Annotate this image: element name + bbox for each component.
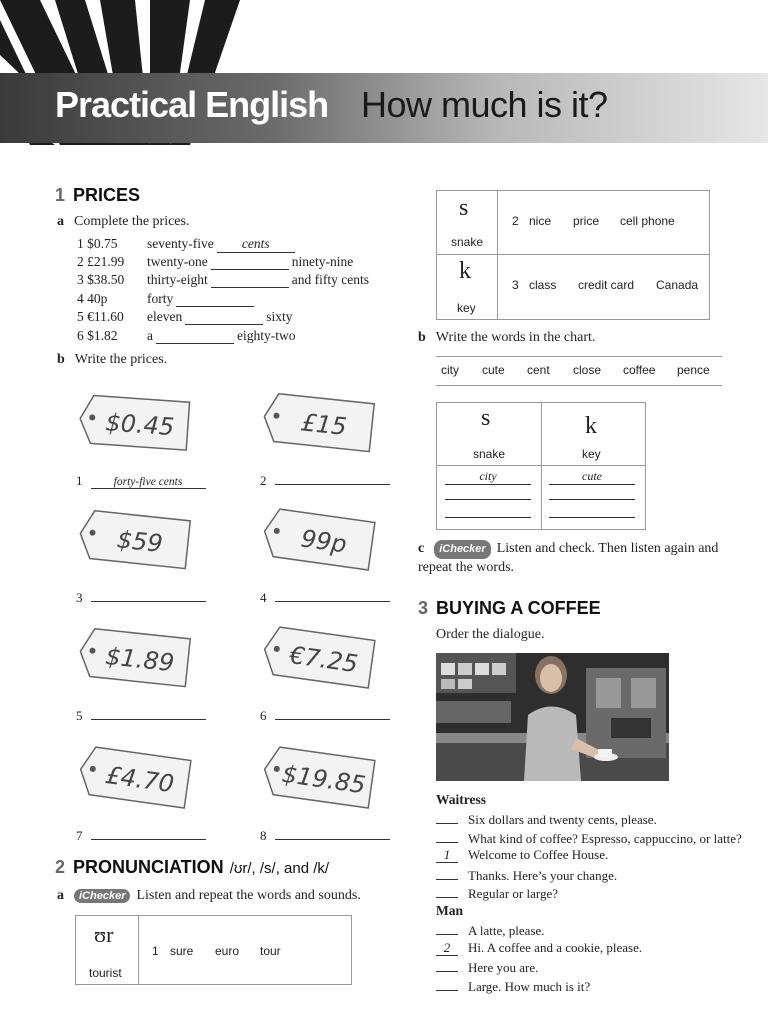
answer-blank[interactable] (275, 839, 390, 840)
price-words (147, 291, 257, 307)
price-tag (78, 740, 208, 800)
answer-blank[interactable] (156, 331, 234, 344)
key-icon: k (585, 413, 597, 439)
word: credit card (578, 278, 635, 292)
item-number: 8 (260, 828, 267, 843)
price-number: 5 €11.60 (77, 309, 124, 324)
order-blank[interactable] (436, 921, 458, 935)
price-tag-text: £15 (299, 408, 349, 441)
chart-blank[interactable] (445, 517, 531, 518)
price-words-start: forty (147, 291, 174, 306)
item-number: 4 (260, 590, 267, 605)
answer-blank[interactable] (275, 484, 390, 485)
price-tag-answer-row (76, 473, 206, 489)
word: Canada (656, 278, 699, 292)
row-number: 1 (152, 944, 159, 958)
price-number: 4 40p (77, 291, 108, 306)
dialogue-line (436, 829, 742, 846)
order-blank[interactable] (436, 977, 458, 991)
page-title: Practical English (55, 84, 329, 125)
word: tour (260, 944, 281, 958)
price-tag-graphic (262, 385, 392, 465)
price-tag (78, 620, 208, 680)
section-1b-instruction: b Write the prices. (57, 352, 168, 367)
dialogue-line (436, 958, 538, 975)
word: nice (529, 214, 552, 228)
price-words (147, 254, 353, 270)
answer-blank[interactable]: forty-five cents (91, 476, 206, 489)
price-tag (262, 620, 392, 680)
price-number: 6 $1.82 (77, 328, 118, 343)
answer-blank[interactable] (176, 294, 254, 307)
price-tag-answer-row (76, 828, 206, 844)
order-blank[interactable]: 1 (436, 849, 458, 863)
item-number: 3 (76, 590, 83, 605)
price-tag-answer-row (76, 708, 206, 724)
price-words-end: ninety-nine (291, 254, 354, 269)
section-2c-instruction: c iChecker Listen and check. Then listen again and repeat the words. (418, 541, 719, 575)
word: pence (677, 363, 710, 377)
price-words (147, 309, 293, 325)
price-tag-answer-row (76, 590, 206, 606)
chart-answer[interactable]: cute (549, 469, 635, 485)
word: cute (482, 363, 505, 377)
speaker-waitress: Waitress (436, 792, 486, 807)
order-blank[interactable] (436, 829, 458, 843)
answer-blank[interactable]: cents (217, 236, 295, 253)
chart-blank[interactable] (549, 499, 635, 500)
price-number: 2 £21.99 (77, 254, 125, 269)
item-number: 6 (260, 708, 267, 723)
price-words-start: eleven (147, 309, 183, 324)
tourist-sound-icon: ʊr (94, 922, 114, 947)
chart-blank[interactable] (549, 517, 635, 518)
dialogue-text: What kind of coffee? Espresso, cappuccino, or latte? (468, 830, 742, 846)
price-tag-answer-row (260, 473, 390, 489)
sound-chart (436, 402, 646, 530)
speaker-man: Man (436, 903, 463, 918)
price-tag-graphic (78, 385, 208, 465)
row-number: 2 (512, 214, 519, 228)
price-tag-graphic (78, 740, 208, 820)
order-blank[interactable] (436, 866, 458, 880)
section-2b-instruction: b Write the words in the chart. (418, 330, 596, 345)
word: cent (527, 363, 550, 377)
answer-blank[interactable] (211, 257, 289, 270)
section-2-heading: 2 PRONUNCIATION /ʊr/, /s/, and /k/ (55, 857, 330, 877)
word-bank (436, 356, 722, 386)
price-tag-text: $19.85 (280, 759, 368, 800)
word: euro (215, 944, 240, 958)
sound-word: tourist (89, 966, 122, 980)
page-header (0, 0, 768, 145)
answer-blank[interactable] (91, 839, 206, 840)
word: cell phone (620, 214, 675, 228)
answer-blank[interactable] (91, 719, 206, 720)
dialogue-text: Thanks. Here’s your change. (468, 867, 618, 883)
dialogue-text: Hi. A coffee and a cookie, please. (468, 939, 643, 955)
price-words-end: sixty (266, 309, 293, 324)
answer-blank[interactable] (185, 312, 263, 325)
price-tag-answer-row (260, 590, 390, 606)
item-number: 2 (260, 473, 267, 488)
sound-word: snake (451, 235, 484, 249)
price-tag (78, 502, 208, 562)
price-words-start: twenty-one (147, 254, 208, 269)
order-blank[interactable]: 2 (436, 942, 458, 956)
price-words-end: and fifty cents (291, 272, 369, 287)
price-tag-text: $59 (115, 525, 165, 558)
item-number: 5 (76, 708, 83, 723)
column-header: key (582, 447, 601, 461)
answer-blank[interactable] (91, 601, 206, 602)
dialogue-line (436, 921, 545, 938)
price-tag (262, 740, 392, 800)
price-tag-text: $0.45 (104, 408, 176, 442)
price-tag-text: 99p (299, 524, 349, 559)
dialogue-text: Regular or large? (468, 886, 558, 901)
coffee-shop-photo (436, 653, 669, 781)
dialogue-line (436, 810, 657, 827)
key-icon: k (459, 258, 471, 284)
price-tag (262, 385, 392, 445)
price-words (147, 236, 298, 253)
price-tag (78, 385, 208, 445)
price-number: 1 $0.75 (77, 236, 118, 251)
word: sure (170, 944, 194, 958)
section-3-instruction: Order the dialogue. (436, 627, 545, 642)
order-blank[interactable] (436, 958, 458, 972)
answer-blank[interactable] (275, 601, 390, 602)
price-tag-answer-row (260, 828, 390, 844)
dialogue-line (436, 847, 608, 864)
word: coffee (623, 363, 656, 377)
item-number: 1 (76, 473, 83, 488)
section-1a-instruction: a Complete the prices. (57, 214, 190, 229)
price-tag-graphic (262, 620, 392, 700)
ichecker-badge[interactable]: iChecker (74, 889, 130, 903)
dialogue-text: Welcome to Coffee House. (468, 847, 609, 862)
order-blank[interactable] (436, 884, 458, 898)
price-tag-graphic (78, 502, 208, 582)
price-words-start: thirty-eight (147, 272, 208, 287)
section-2a-instruction: a iChecker Listen and repeat the words and sounds. (57, 888, 361, 903)
price-words-end: eighty-two (237, 328, 296, 343)
word: close (573, 363, 602, 377)
ichecker-badge[interactable]: iChecker (434, 540, 490, 559)
price-tag-graphic (262, 740, 392, 820)
sound-word: key (457, 301, 476, 315)
price-tag-text: €7.25 (287, 640, 360, 679)
dialogue-text: Large. How much is it? (468, 978, 591, 994)
price-words (147, 272, 369, 288)
section-3-heading: 3 BUYING A COFFEE (418, 598, 601, 618)
price-number: 3 $38.50 (77, 272, 125, 287)
price-tag-graphic (262, 502, 392, 582)
page-subtitle: How much is it? (361, 84, 608, 125)
row-number: 3 (512, 278, 519, 292)
word: class (529, 278, 557, 292)
section-1-heading: 1 PRICES (55, 185, 141, 205)
dialogue-text: A latte, please. (468, 923, 545, 938)
price-tag-answer-row (260, 708, 390, 724)
snake-icon: s (459, 195, 469, 221)
word: price (573, 214, 600, 228)
item-number: 7 (76, 828, 83, 843)
dialogue-text: Six dollars and twenty cents, please. (468, 812, 657, 827)
answer-blank[interactable] (211, 275, 289, 288)
dialogue-text: Here you are. (468, 960, 539, 975)
dialogue-line (436, 977, 590, 994)
price-tag-text: $1.89 (104, 642, 176, 678)
price-tag-text: £4.70 (103, 760, 176, 799)
snake-icon: s (481, 405, 491, 431)
price-tag (262, 502, 392, 562)
dialogue-line (436, 866, 617, 883)
price-words (147, 328, 296, 344)
sound-row-tourist (75, 915, 352, 985)
chart-blank[interactable] (445, 499, 531, 500)
price-words-start: seventy-five (147, 236, 214, 251)
column-header: snake (473, 447, 506, 461)
sound-rows-snake-key (436, 190, 710, 320)
price-words-start: a (147, 328, 153, 343)
dialogue-line (436, 884, 558, 901)
word: city (441, 363, 459, 377)
answer-blank[interactable] (275, 719, 390, 720)
order-blank[interactable] (436, 810, 458, 824)
price-tag-graphic (78, 620, 208, 700)
dialogue-line (436, 940, 642, 957)
chart-answer[interactable]: city (445, 469, 531, 485)
